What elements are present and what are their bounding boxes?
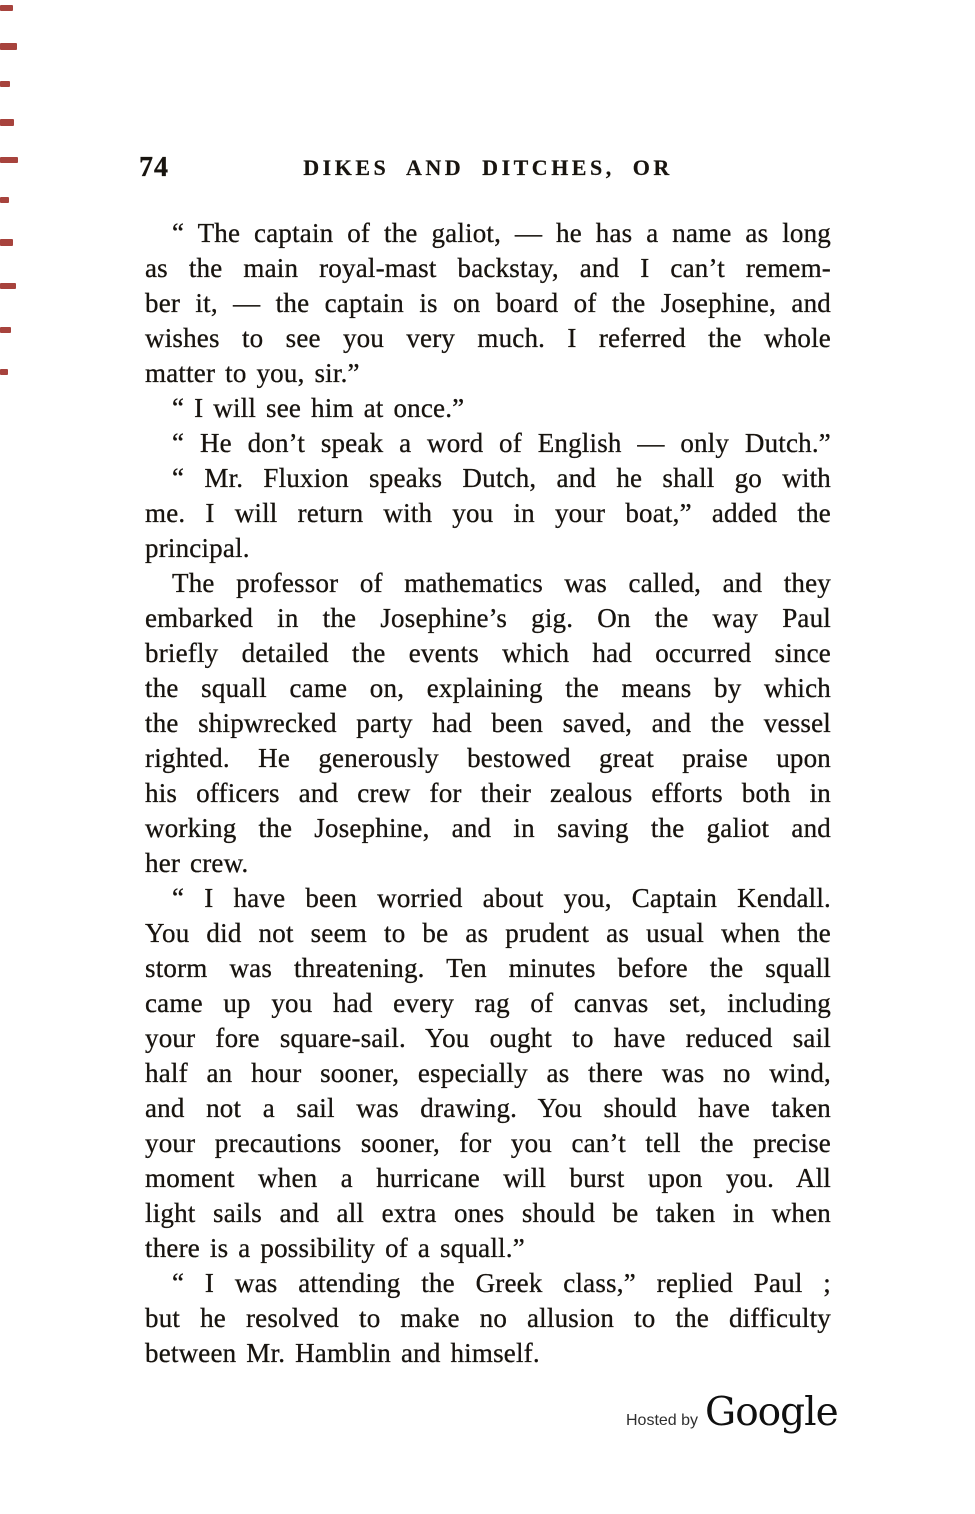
red-edge-mark: [0, 5, 13, 11]
text-line: as the main royal-mast backstay, and I can’t remem-: [145, 253, 831, 283]
paragraph: [145, 566, 831, 881]
paragraph: [145, 1266, 831, 1371]
text-line: but he resolved to make no allusion to the difficulty: [145, 1303, 831, 1333]
text-line: “ He don’t speak a word of English — only Dutch.”: [172, 428, 831, 458]
paragraph: [145, 426, 831, 461]
text-line: your fore square-sail. You ought to have reduced sail: [145, 1023, 831, 1053]
text-line: principal.: [145, 533, 250, 563]
text-line: storm was threatening. Ten minutes before the squall: [145, 953, 831, 983]
google-watermark: [626, 1390, 838, 1435]
text-line: there is a possibility of a squall.”: [145, 1233, 525, 1263]
text-line: between Mr. Hamblin and himself.: [145, 1338, 540, 1368]
paragraph: [145, 461, 831, 566]
text-line: wishes to see you very much. I referred the whole: [145, 323, 831, 353]
text-line: righted. He generously bestowed great praise upon: [145, 743, 831, 773]
red-edge-mark: [0, 81, 10, 87]
text-line: “ The captain of the galiot, — he has a name as long: [172, 218, 831, 248]
text-line: You did not seem to be as prudent as usual when the: [145, 918, 831, 948]
text-line: matter to you, sir.”: [145, 358, 360, 388]
text-line: the shipwrecked party had been saved, and the vessel: [145, 708, 831, 738]
text-line: embarked in the Josephine’s gig. On the way Paul: [145, 603, 831, 633]
red-edge-mark: [0, 119, 14, 126]
red-edge-mark: [0, 327, 11, 333]
text-line: his officers and crew for their zealous efforts both in: [145, 778, 831, 808]
text-line: came up you had every rag of canvas set, including: [145, 988, 831, 1018]
text-line: half an hour sooner, especially as there was no wind,: [145, 1058, 831, 1088]
text-line: moment when a hurricane will burst upon you. All: [145, 1163, 831, 1193]
text-line: “ Mr. Fluxion speaks Dutch, and he shall go with: [172, 463, 831, 493]
red-edge-mark: [0, 197, 9, 203]
text-line: the squall came on, explaining the means by which: [145, 673, 831, 703]
text-line: her crew.: [145, 848, 249, 878]
paragraph: [145, 391, 831, 426]
text-line: me. I will return with you in your boat,” added the: [145, 498, 831, 528]
page-number: 74: [139, 152, 169, 183]
google-logo: Google: [705, 1390, 838, 1435]
running-head: DIKES AND DITCHES, OR: [303, 155, 673, 180]
text-line: “ I was attending the Greek class,” replied Paul ;: [172, 1268, 831, 1298]
red-edge-mark: [0, 369, 8, 375]
paragraph: [145, 881, 831, 1266]
red-edge-mark: [0, 283, 16, 289]
red-edge-mark: [0, 239, 13, 246]
red-edge-mark: [0, 43, 17, 50]
paragraph: [145, 216, 831, 391]
text-line: The professor of mathematics was called, and they: [172, 568, 831, 598]
text-line: “ I have been worried about you, Captain Kendall.: [172, 883, 831, 913]
text-line: briefly detailed the events which had occurred since: [145, 638, 831, 668]
text-line: and not a sail was drawing. You should have taken: [145, 1093, 831, 1123]
text-line: working the Josephine, and in saving the galiot and: [145, 813, 831, 843]
text-line: light sails and all extra ones should be taken in when: [145, 1198, 831, 1228]
text-line: ber it, — the captain is on board of the Josephine, and: [145, 288, 831, 318]
hosted-by-label: Hosted by: [626, 1412, 699, 1429]
body-text: [145, 216, 831, 1371]
scan-edge-marks: [0, 0, 30, 420]
text-line: “ I will see him at once.”: [172, 393, 465, 423]
text-line: your precautions sooner, for you can’t tell the precise: [145, 1128, 831, 1158]
red-edge-mark: [0, 157, 18, 163]
